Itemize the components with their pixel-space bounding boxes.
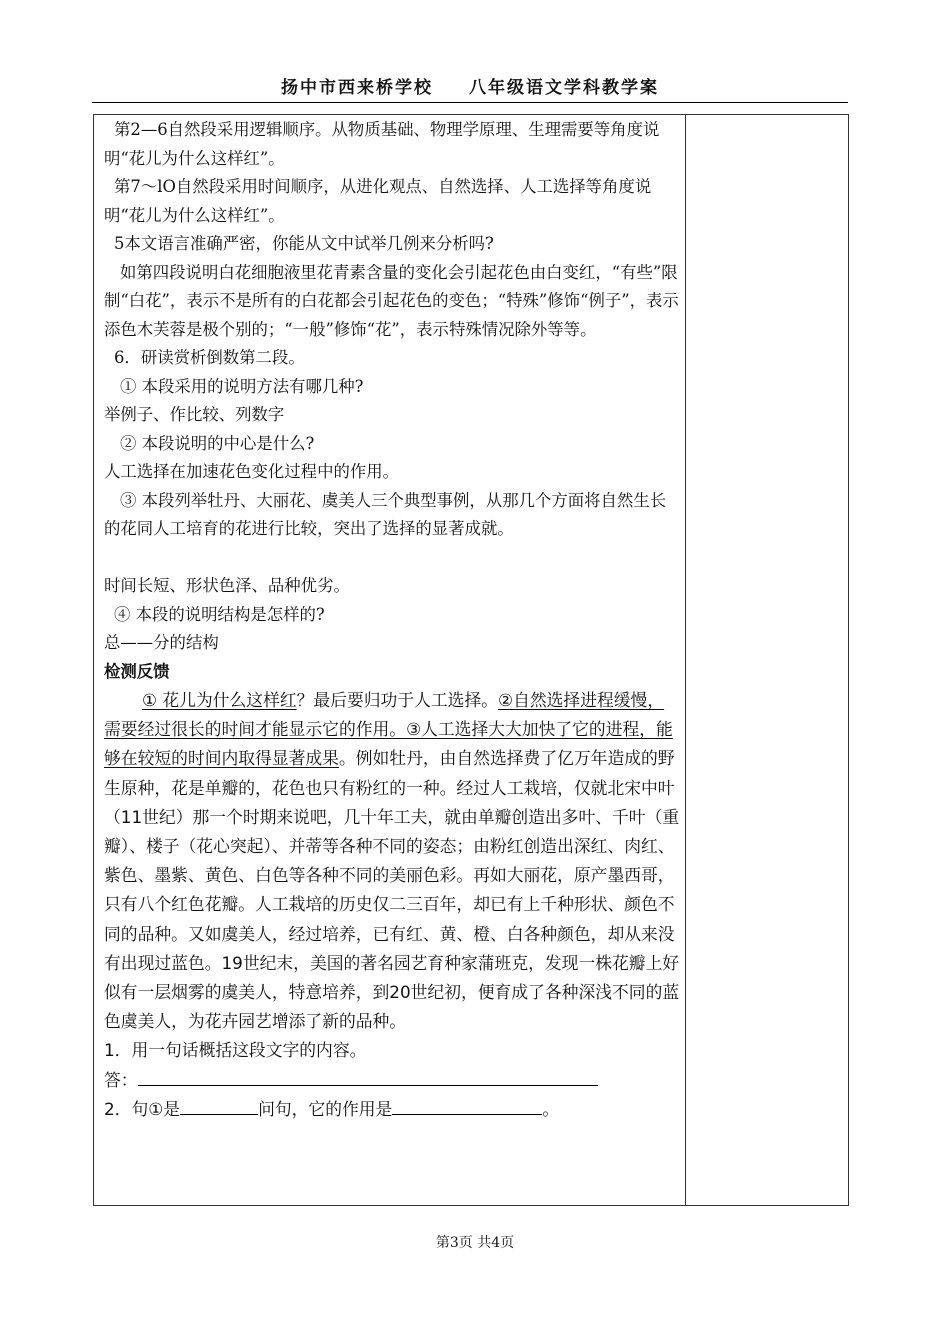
- passage-sentence-1: ① 花儿为什么这样红: [142, 690, 297, 710]
- answer-5: 如第四段说明白花细胞液里花青素含量的变化会引起花色由白变红，“有些”限制“白花”，表示不是所有的白花都会引起花色的变色；“特殊”修饰“例子”，表示添色木芙蓉是极个别的；“一般”修饰“花”，表示特殊情况除外等等。: [104, 262, 679, 339]
- section-title: 检测反馈: [104, 661, 170, 681]
- question-6: 6．研读赏析倒数第二段。: [114, 348, 305, 367]
- passage-sentence-2: ②自然选择进程缓慢，需要经过很长的时间才能显示它的作用。: [104, 690, 665, 740]
- passage-sentence-1-rest: ？最后要归功于人工选择。: [296, 690, 499, 710]
- question-6-3: ③ 本段列举牡丹、大丽花、虞美人三个典型事例，从那几个方面将自然生长的花同人工培育的花进行比较，突出了选择的显著成就。: [104, 490, 667, 538]
- answer-label: 答：: [104, 1069, 138, 1090]
- answer-blank-line[interactable]: [138, 1067, 598, 1086]
- answer-6-2: 人工选择在加速花色变化过程中的作用。: [104, 462, 400, 481]
- question-6-1: ① 本段采用的说明方法有哪几种?: [120, 376, 364, 396]
- reading-passage: [104, 686, 680, 1036]
- exercise-2-part-b: 问句，它的作用是: [258, 1098, 393, 1119]
- question-6-4: ④ 本段的说明结构是怎样的?: [114, 604, 325, 624]
- blank-question-type[interactable]: [180, 1096, 258, 1115]
- exercise-1: 1．用一句话概括这段文字的内容。: [104, 1040, 367, 1061]
- school-name: 扬中市西来桥学校: [281, 78, 433, 98]
- passage-rest: 。例如牡丹，由自然选择费了亿万年造成的野生原种，花是单瓣的，花色也只有粉红的一种。经过人工栽培，仅就北宋中叶（11世纪）那一个时期来说吧，几十年工夫，就由单瓣创造出多叶、千叶（重瓣）、楼子（花心突起）、并蒂等各种不同的姿态；由粉红创造出深红、肉红、紫色、墨紫、黄色、白色等各种不同的美丽色彩。再如大丽花，原产墨西哥，只有八个红色花瓣。人工栽培的历史仅二三百年，却已有上千种形状、颜色不同的品种。又如虞美人，经过培养，已有红、黄、橙、白各种颜色，却从来没有出现过蓝色。19世纪末，美国的著名园艺育种家蒲班克，发现一株花瓣上好似有一层烟雾的虞美人，特意培养，到20世纪初，便育成了各种深浅不同的蓝色虞美人，为花卉园艺增添了新的品种。: [104, 748, 680, 1032]
- page-number: 第3页 共4页: [435, 1235, 515, 1251]
- main-cell: [104, 116, 680, 1124]
- subject-title: 八年级语文学科教学案: [469, 78, 659, 98]
- answer-6-1: 举例子、作比较、列数字: [104, 405, 285, 424]
- answer-6-3: 时间长短、形状色泽、品种优劣。: [104, 576, 350, 595]
- paragraph-order-time: 第7～lO自然段采用时间顺序，从进化观点、自然选择、人工选择等角度说明“花儿为什么这样红”。: [104, 177, 652, 225]
- exercise-1-answer: [104, 1066, 680, 1095]
- passage-sentence-3: ③人工选择大大加快了它的进程，能够在较短的时间内取得显著成果: [104, 719, 673, 769]
- page-header: [92, 74, 848, 103]
- exercise-2-part-c: 。: [542, 1098, 560, 1119]
- question-5: 5本文语言准确严密，你能从文中试举几例来分析吗?: [114, 234, 494, 253]
- paragraph-order-logic: 第2—6自然段采用逻辑顺序。从物质基础、物理学原理、生理需要等角度说明“花儿为什么这样红”。: [104, 120, 660, 168]
- answer-6-4: 总——分的结构: [104, 633, 219, 652]
- table-column-divider: [685, 114, 686, 1206]
- blank-function[interactable]: [392, 1096, 542, 1115]
- exercise-2-part-a: 2．句①是: [104, 1098, 181, 1119]
- question-6-2: ② 本段说明的中心是什么?: [120, 433, 315, 453]
- exercise-2: [104, 1095, 680, 1124]
